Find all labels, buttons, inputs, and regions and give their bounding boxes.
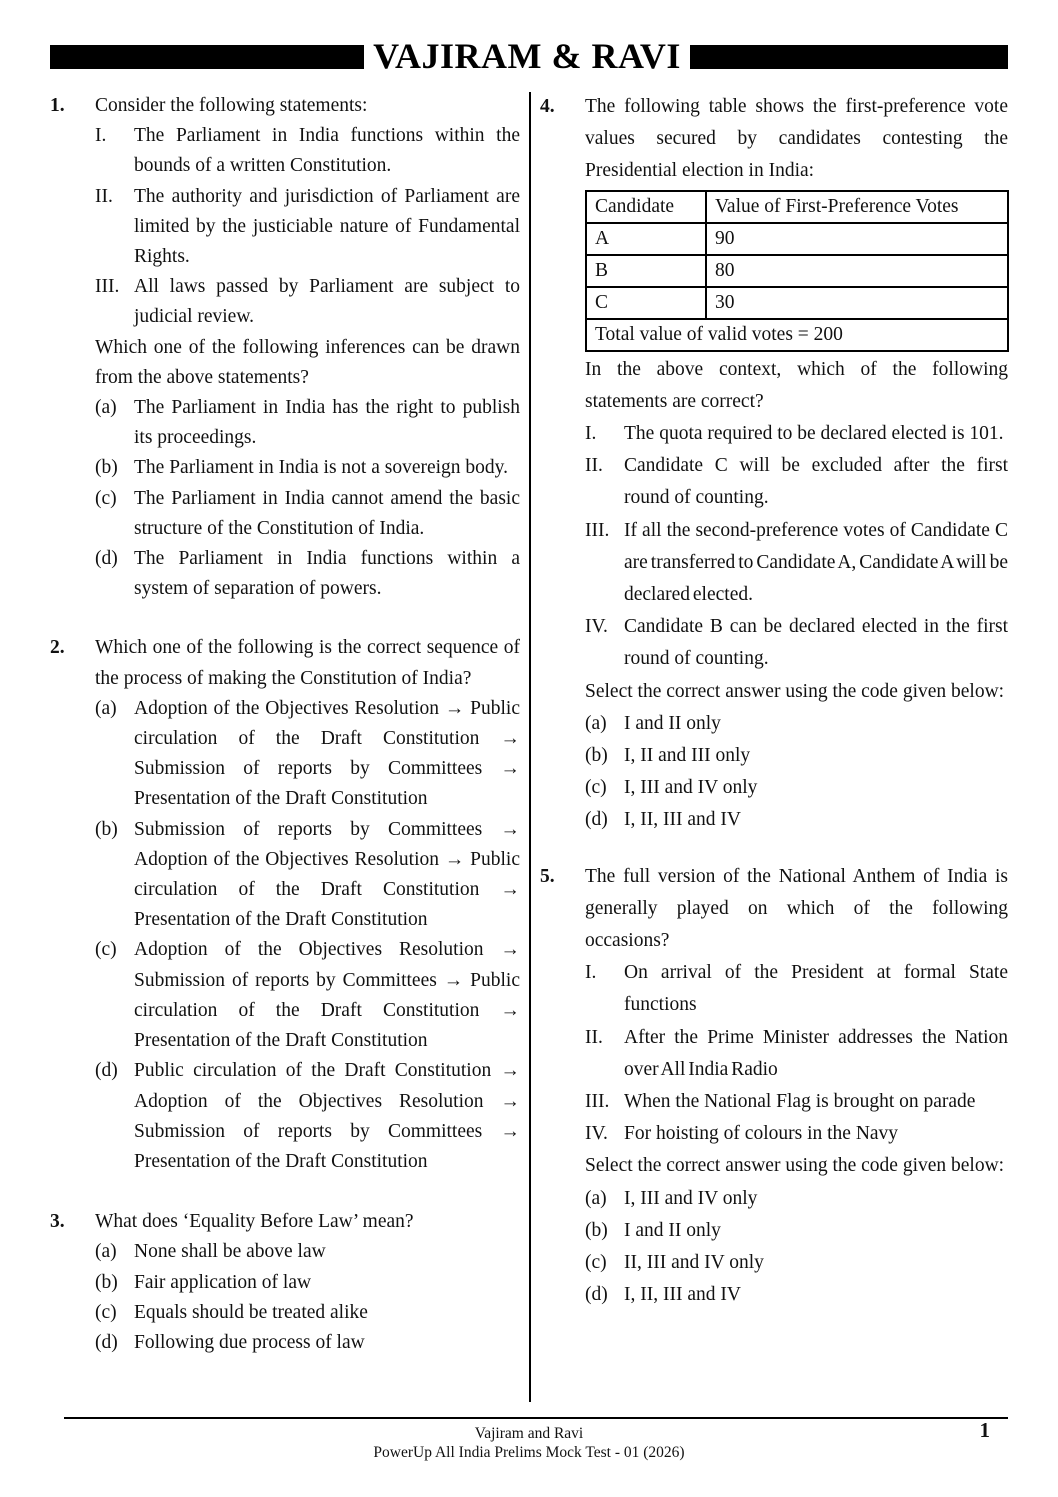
- statement: II. Candidate C will be excluded after the first round of counting.: [585, 455, 1008, 509]
- option-d: (d) I, II, III and IV: [585, 1284, 741, 1306]
- statement: III. All laws passed by Parliament are subject to judicial review.: [95, 276, 520, 328]
- option-d: (d) Public circulation of the Draft Constitution → Adoption of the Objectives Resolution → Submission of reports by Committees → Presentation of the Draft Constitution: [95, 1060, 520, 1172]
- statement: I. The quota required to be declared elected is 101.: [585, 423, 1004, 445]
- option-c: (c) Equals should be treated alike: [95, 1301, 368, 1323]
- table-header-cell: Candidate: [586, 191, 706, 223]
- question-stem: The following table shows the first-preference vote values secured by candidates contesting the Presidential election in India:: [585, 96, 1008, 182]
- option-d: (d) I, II, III and IV: [585, 809, 741, 831]
- statement: II. After the Prime Minister addresses the Nation over All India Radio: [585, 1026, 1008, 1080]
- vote-table: [585, 190, 1009, 352]
- footer-publisher: Vajiram and Ravi: [474, 1425, 584, 1442]
- question-3: [50, 1207, 520, 1358]
- table-header-cell: Value of First-Preference Votes: [706, 191, 1008, 223]
- question-stem: What does ‘Equality Before Law’ mean?: [95, 1211, 414, 1233]
- table-row: [586, 287, 1008, 319]
- statement: IV. Candidate B can be declared elected in the first round of counting.: [585, 616, 1008, 670]
- option-b: (b) I and II only: [585, 1219, 721, 1241]
- question-stem: Consider the following statements:: [95, 95, 368, 116]
- option-b: (b) I, II and III only: [585, 745, 751, 767]
- option-b: (b) Fair application of law: [95, 1271, 312, 1293]
- option-c: (c) I, III and IV only: [585, 777, 758, 799]
- question-number: 4.: [540, 96, 555, 117]
- question-prompt: In the above context, which of the following statements are correct?: [585, 358, 1008, 412]
- option-d: (d) The Parliament in India functions within a system of separation of powers.: [95, 548, 520, 600]
- left-column: [50, 91, 520, 1358]
- code-prompt: Select the correct answer using the code given below:: [585, 680, 1005, 702]
- option-a: (a) I and II only: [585, 712, 721, 734]
- option-a: (a) I, III and IV only: [585, 1187, 758, 1209]
- table-total-cell: Total value of valid votes = 200: [586, 319, 1008, 351]
- statement: I. On arrival of the President at formal State functions: [585, 962, 1008, 1016]
- question-stem: The full version of the National Anthem of India is generally played on which of the following occasions?: [585, 865, 1008, 952]
- page-footer: [0, 1424, 1058, 1462]
- table-cell: 80: [706, 255, 1008, 287]
- table-cell: A: [586, 223, 706, 255]
- table-cell: 90: [706, 223, 1008, 255]
- header-bar-left: [50, 45, 364, 69]
- brand-title: VAJIRAM & RAVI: [373, 36, 681, 76]
- page-number: 1: [979, 1418, 990, 1442]
- option-c: (c) Adoption of the Objectives Resolution → Submission of reports by Committees → Public circulation of the Draft Constitution → Presentation of the Draft Constitution: [95, 939, 520, 1052]
- column-divider: [529, 92, 531, 1402]
- option-a: (a) Adoption of the Objectives Resolution → Public circulation of the Draft Constitution → Submission of reports by Committees → Presentation of the Draft Constitution: [95, 697, 520, 810]
- question-number: 2.: [50, 637, 65, 659]
- table-cell: B: [586, 255, 706, 287]
- table-header-row: [586, 191, 1008, 223]
- code-prompt: Select the correct answer using the code given below:: [585, 1155, 1005, 1177]
- option-a: (a) None shall be above law: [95, 1241, 326, 1263]
- question-prompt: Which one of the following inferences can be drawn from the above statements?: [95, 336, 520, 388]
- question-number: 5.: [540, 865, 555, 887]
- option-a: (a) The Parliament in India has the right to publish its proceedings.: [95, 397, 520, 449]
- question-2: [50, 633, 520, 1177]
- table-row: [586, 255, 1008, 287]
- table-row: [586, 223, 1008, 255]
- table-total-row: [586, 319, 1008, 351]
- table-cell: C: [586, 287, 706, 319]
- footer-test-title: PowerUp All India Prelims Mock Test - 01 (2026): [373, 1444, 685, 1461]
- question-5: [540, 861, 1008, 1312]
- table-cell: 30: [706, 287, 1008, 319]
- question-number: 1.: [50, 95, 65, 116]
- question-stem: Which one of the following is the correct sequence of the process of making the Constitution of India?: [95, 637, 520, 689]
- page-header: [50, 36, 1008, 76]
- statement: III. When the National Flag is brought on parade: [585, 1091, 976, 1113]
- option-b: (b) Submission of reports by Committees → Adoption of the Objectives Resolution → Public circulation of the Draft Constitution → Presentation of the Draft Constitution: [95, 818, 520, 931]
- footer-rule: [64, 1417, 1008, 1419]
- statement: IV. For hoisting of colours in the Navy: [585, 1123, 899, 1145]
- statement: II. The authority and jurisdiction of Parliament are limited by the justiciable nature of Fundamental Rights.: [95, 185, 520, 268]
- question-4: [540, 91, 1008, 837]
- statement: I. The Parliament in India functions within the bounds of a written Constitution.: [95, 125, 520, 177]
- statement: III. If all the second-preference votes of Candidate C are transferred to Candidate A, Candidate A will be declared elected.: [585, 519, 1008, 606]
- question-1: [50, 91, 520, 604]
- question-number: 3.: [50, 1211, 65, 1233]
- right-column: [540, 91, 1008, 1312]
- header-bar-right: [690, 45, 1008, 69]
- option-c: (c) The Parliament in India cannot amend the basic structure of the Constitution of India.: [95, 487, 520, 539]
- option-d: (d) Following due process of law: [95, 1331, 365, 1353]
- option-b: (b) The Parliament in India is not a sovereign body.: [95, 457, 509, 479]
- option-c: (c) II, III and IV only: [585, 1252, 764, 1274]
